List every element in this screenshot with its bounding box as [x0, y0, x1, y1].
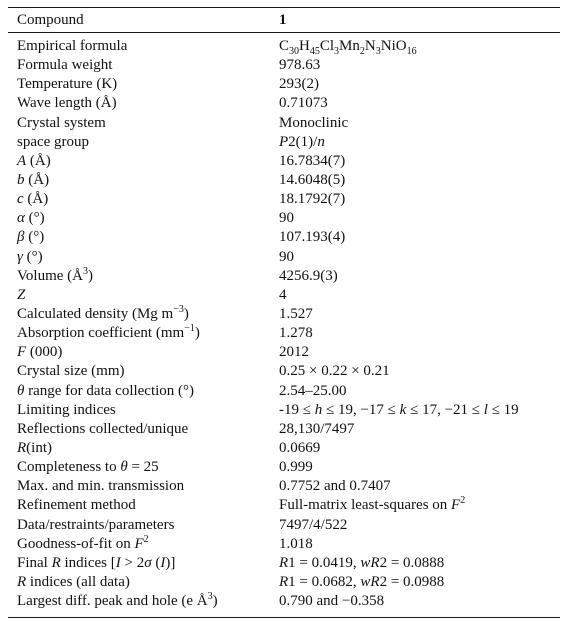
table-row — [8, 171, 560, 190]
row-label: Max. and min. transmission — [17, 478, 185, 495]
row-value: 2012 — [279, 344, 309, 361]
row-value: 7497/4/522 — [279, 516, 348, 533]
row-value: 0.7752 and 0.7407 — [279, 478, 391, 495]
row-label: Largest diff. peak and hole (e $Å^3$) — [17, 591, 218, 610]
row-label: Absorption coefficient $(mm^{-1})$ — [17, 323, 200, 342]
row-value: $C_{30}H_{45}Cl_3Mn_2N_3NiO_{16}$ — [279, 38, 417, 58]
row-label: Volume $(Å^3)$ — [17, 265, 93, 284]
table-header-row — [8, 8, 560, 32]
row-value: 14.6048(5) — [279, 172, 346, 189]
row-value: 1.278 — [279, 325, 313, 342]
table-row — [8, 94, 560, 113]
table-row — [8, 228, 560, 247]
row-value: 0.790 and −0.358 — [279, 593, 385, 610]
row-label: Wave length (Å) — [17, 95, 117, 112]
bottom-rule — [8, 617, 560, 618]
table-row — [8, 324, 560, 343]
table-row — [8, 152, 560, 171]
table-row — [8, 305, 560, 324]
row-value: 0.0669 — [279, 440, 321, 457]
row-value: Monoclinic — [279, 114, 349, 131]
row-value: 90 — [279, 248, 294, 265]
row-label: Temperature (K) — [17, 76, 118, 93]
row-label: Final R indices [I > 2σ (I)] — [17, 554, 176, 571]
row-value: R1 = 0.0682, wR2 = 0.0988 — [279, 574, 445, 590]
table-row — [8, 56, 560, 75]
row-value: 1.527 — [279, 306, 313, 323]
row-label: γ (°) — [17, 248, 43, 265]
row-value: 1.018 — [279, 535, 313, 552]
table-row — [8, 248, 560, 267]
row-label: Refinement method — [17, 497, 136, 514]
row-label: Crystal size (mm) — [17, 363, 125, 380]
row-value: 4 — [279, 286, 287, 303]
table-row — [8, 114, 560, 133]
row-value: 28,130/7497 — [279, 420, 355, 437]
row-label: Reflections collected/unique — [17, 420, 189, 437]
table-body — [8, 33, 560, 611]
table-row — [8, 190, 560, 209]
table-row — [8, 592, 560, 611]
row-label: Formula weight — [17, 57, 113, 74]
row-value: -19 ≤ h ≤ 19, −17 ≤ k ≤ 17, −21 ≤ l ≤ 19 — [279, 401, 519, 418]
row-label: Calculated density (Mg $m^{-3}$) — [17, 304, 189, 323]
table-row — [8, 362, 560, 381]
row-value: R1 = 0.0419, wR2 = 0.0888 — [279, 554, 445, 571]
row-label: Z — [17, 286, 26, 303]
row-value: 978.63 — [279, 57, 321, 74]
row-value: 4256.9(3) — [279, 267, 338, 284]
table-row — [8, 133, 560, 152]
row-label: F (000) — [17, 344, 63, 361]
row-label: R(int) — [17, 440, 52, 457]
table-row — [8, 458, 560, 477]
table-row — [8, 37, 560, 56]
row-label: Crystal system — [17, 114, 106, 131]
row-value: 107.193(4) — [279, 229, 346, 246]
table-row — [8, 554, 560, 573]
crystal-data-table — [8, 7, 560, 618]
row-label: c (Å) — [17, 191, 49, 208]
row-value: 0.999 — [279, 459, 313, 476]
table-row — [8, 516, 560, 535]
table-row — [8, 75, 560, 94]
row-label: space group — [17, 133, 90, 150]
table-row — [8, 573, 560, 592]
header-compound-number: 1 — [279, 11, 287, 28]
row-value: 293(2) — [279, 76, 319, 93]
row-label: A (Å) — [17, 152, 51, 169]
row-label: b (Å) — [17, 172, 50, 189]
row-value: 2.54–25.00 — [279, 382, 347, 399]
row-value: 0.25 × 0.22 × 0.21 — [279, 363, 390, 380]
table-row — [8, 477, 560, 496]
table-row — [8, 535, 560, 554]
row-label: θ range for data collection (°) — [17, 382, 195, 399]
table-row — [8, 209, 560, 228]
row-label: R indices (all data) — [17, 574, 130, 590]
row-label: α (°) — [17, 210, 45, 227]
row-label: Data/restraints/parameters — [17, 516, 175, 533]
row-value: P2(1)/n — [279, 133, 325, 150]
row-value: Full-matrix least-squares on $F^2$ — [279, 495, 466, 514]
table-row — [8, 343, 560, 362]
table-row — [8, 286, 560, 305]
table-row — [8, 267, 560, 286]
row-label: Goodness-of-fit on $F^2$ — [17, 533, 149, 552]
row-label: Empirical formula — [17, 38, 128, 55]
row-label: Completeness to θ = 25 — [17, 459, 159, 476]
table-row — [8, 420, 560, 439]
row-label: Limiting indices — [17, 401, 116, 418]
row-value: 90 — [279, 210, 294, 227]
table-row — [8, 496, 560, 515]
header-label: Compound — [17, 11, 84, 28]
row-label: β (°) — [17, 229, 45, 246]
row-value: 0.71073 — [279, 95, 328, 112]
row-value: 18.1792(7) — [279, 191, 346, 208]
table-row — [8, 439, 560, 458]
table-row — [8, 401, 560, 420]
table-row — [8, 382, 560, 401]
row-value: 16.7834(7) — [279, 152, 346, 169]
